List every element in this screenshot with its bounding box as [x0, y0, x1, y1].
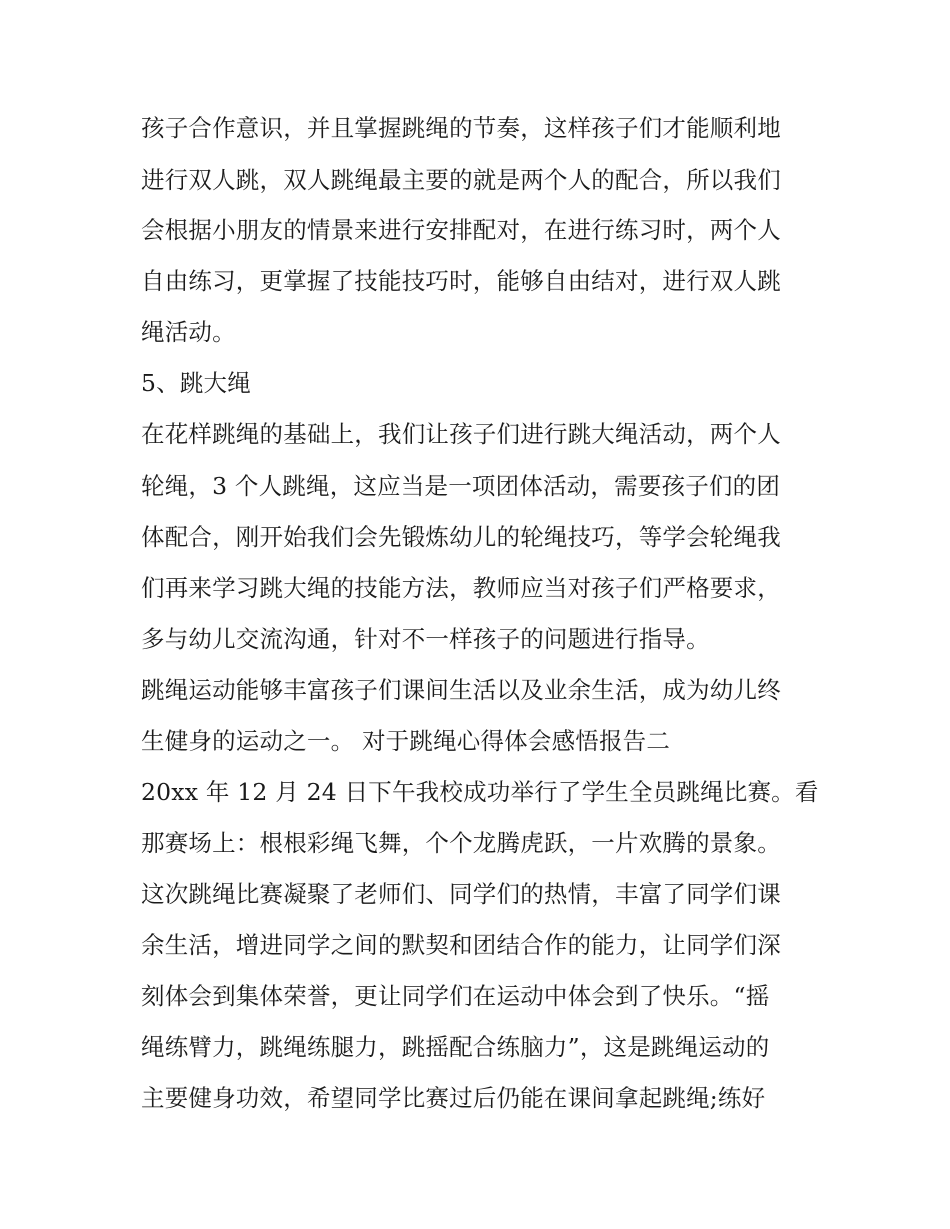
paragraph-line: 生健身的运动之一。 对于跳绳心得体会感悟报告二: [141, 727, 671, 755]
section-heading: 5、跳大绳: [141, 369, 251, 397]
paragraph-line: 刻体会到集体荣誉，更让同学们在运动中体会到了快乐。“摇: [141, 982, 770, 1010]
paragraph-line: 孩子合作意识，并且掌握跳绳的节奏，这样孩子们才能顺利地: [141, 114, 781, 142]
paragraph-line: 跳绳运动能够丰富孩子们课间生活以及业余生活，成为幼儿终: [141, 676, 781, 704]
paragraph-line: 这次跳绳比赛凝聚了老师们、同学们的热情，丰富了同学们课: [141, 880, 781, 908]
paragraph-line: 20xx 年 12 月 24 日下午我校成功举行了学生全员跳绳比赛。看: [141, 778, 819, 806]
paragraph-line: 余生活，增进同学之间的默契和团结合作的能力，让同学们深: [141, 931, 781, 959]
paragraph-line: 会根据小朋友的情景来进行安排配对，在进行练习时，两个人: [141, 216, 781, 244]
paragraph-line: 主要健身功效，希望同学比赛过后仍能在课间拿起跳绳;练好: [141, 1084, 766, 1112]
paragraph-line: 在花样跳绳的基础上，我们让孩子们进行跳大绳活动，两个人: [141, 420, 781, 448]
paragraph-line: 体配合，刚开始我们会先锻炼幼儿的轮绳技巧，等学会轮绳我: [141, 523, 781, 551]
paragraph-line: 轮绳，3 个人跳绳，这应当是一项团体活动，需要孩子们的团: [141, 472, 781, 500]
paragraph-line: 那赛场上：根根彩绳飞舞，个个龙腾虎跃，一片欢腾的景象。: [141, 829, 781, 857]
paragraph-line: 绳活动。: [141, 318, 236, 346]
paragraph-line: 绳练臂力，跳绳练腿力，跳摇配合练脑力”，这是跳绳运动的: [141, 1033, 770, 1061]
paragraph-line: 进行双人跳，双人跳绳最主要的就是两个人的配合，所以我们: [141, 166, 781, 194]
paragraph-line: 们再来学习跳大绳的技能方法，教师应当对孩子们严格要求，: [141, 574, 781, 602]
paragraph-line: 多与幼儿交流沟通，针对不一样孩子的问题进行指导。: [141, 625, 710, 653]
paragraph-line: 自由练习，更掌握了技能技巧时，能够自由结对，进行双人跳: [141, 267, 781, 295]
